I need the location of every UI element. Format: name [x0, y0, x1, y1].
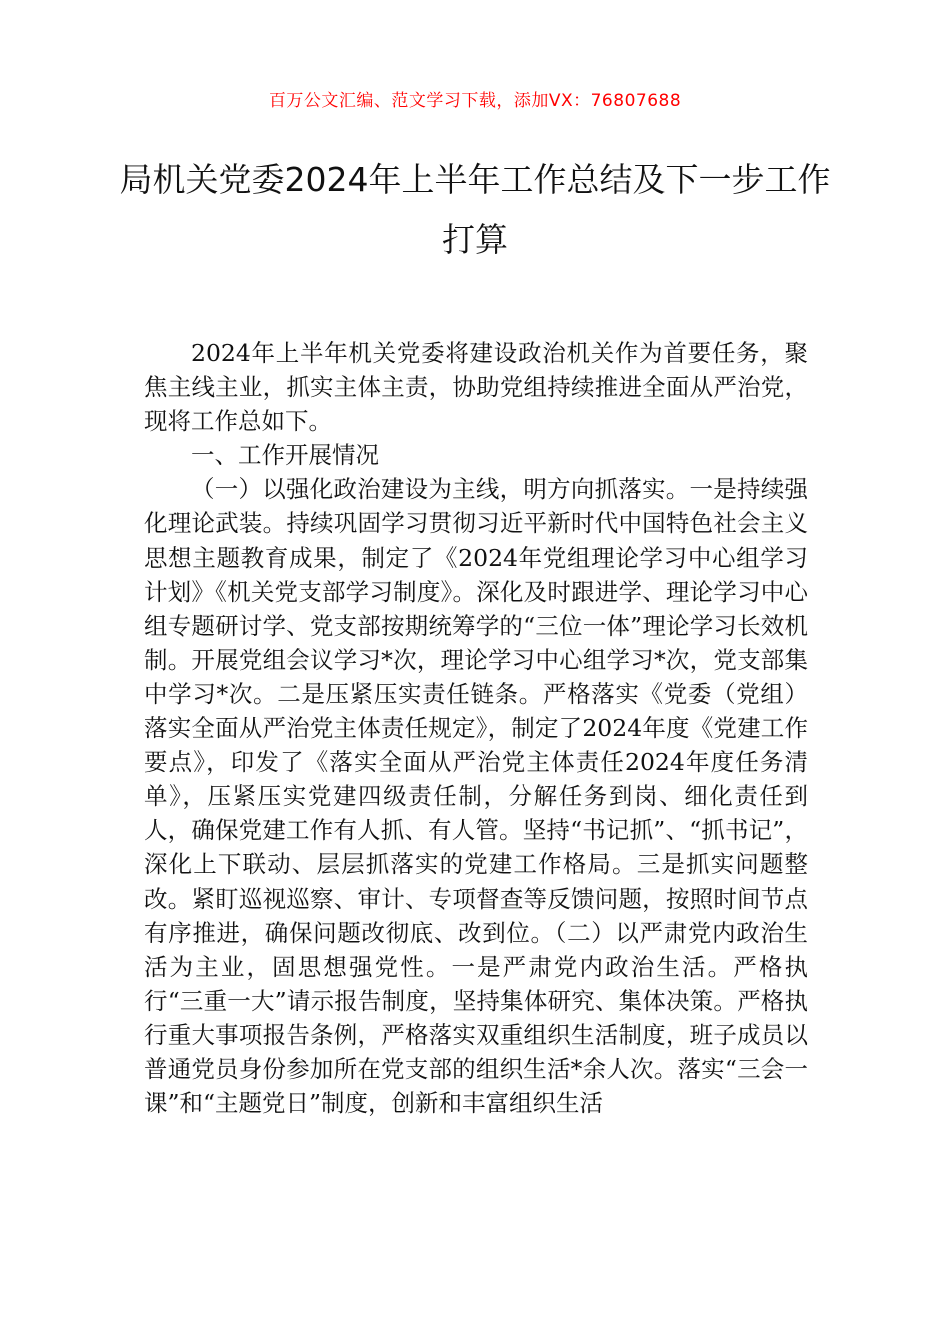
section-heading: 一、工作开展情况 [191, 441, 379, 470]
intro-paragraph: 2024年上半年机关党委将建设政治机关作为首要任务，聚焦主线主业，抓实主体主责，协助党组持续推进全面从严治党，现将工作总如下。 [144, 339, 808, 436]
body-paragraph: （一）以强化政治建设为主线，明方向抓落实。一是持续强化理论武装。持续巩固学习贯彻习近平新时代中国特色社会主义思想主题教育成果，制定了《2024年党组理论学习中心组学习计划》《机关党支部学习制度》。深化及时跟进学、理论学习中心组专题研讨学、党支部按期统筹学的“三位一体”理论学习长效机制。开展党组会议学习*次，理论学习中心组学习*次，党支部集中学习*次。二是压紧压实责任链条。严格落实《党委（党组）落实全面从严治党主体责任规定》，制定了2024年度《党建工作要点》，印发了《落实全面从严治党主体责任2024年度任务清单》，压紧压实党建四级责任制，分解任务到岗、细化责任到人，确保党建工作有人抓、有人管。坚持“书记抓”、“抓书记”，深化上下联动、层层抓落实的党建工作格局。三是抓实问题整改。紧盯巡视巡察、审计、专项督查等反馈问题，按照时间节点有序推进，确保问题改彻底、改到位。（二）以严肃党内政治生活为主业，固思想强党性。一是严肃党内政治生活。严格执行“三重一大”请示报告制度，坚持集体研究、集体决策。严格执行重大事项报告条例，严格落实双重组织生活制度，班子成员以普通党员身份参加所在党支部的组织生活*余人次。落实“三会一课”和“主题党日”制度，创新和丰富组织生活 [144, 475, 808, 1118]
document-title: 局机关党委2024年上半年工作总结及下一步工作打算 [119, 160, 831, 259]
document-body [144, 336, 808, 1120]
header-note: 百万公文汇编、范文学习下载，添加VX：76807688 [268, 91, 682, 111]
